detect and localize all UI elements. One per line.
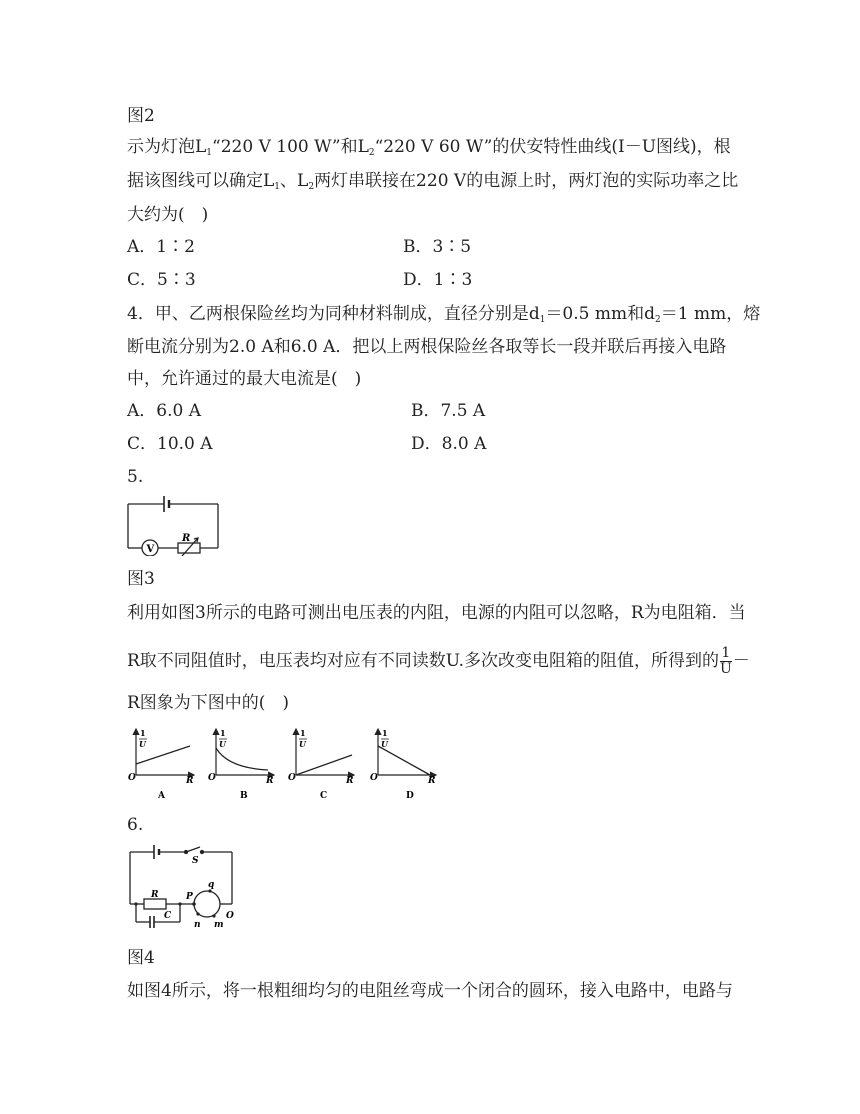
graph-b-label: B	[240, 791, 248, 801]
q6-stem-line-1: 如图4所示，将一根粗细均匀的电阻丝弯成一个闭合的圆环，接入电路中，电路与	[127, 981, 733, 1001]
graph-d-line	[378, 746, 430, 775]
q4-option-c: C．10.0 A	[127, 434, 213, 454]
q3-stem-line-2: 据该图线可以确定$L_1$、$L_2$两灯串联接在220 V的电源上时，两灯泡的实际功率之比	[127, 171, 739, 192]
voltmeter-symbol-label: V	[146, 544, 155, 555]
q3-option-d: D．1∶3	[403, 270, 473, 290]
resistor-r-label: R	[151, 890, 159, 900]
svg-text:R: R	[266, 776, 274, 786]
q5-stem-line-2: R取不同阻值时，电压表均对应有不同读数U.多次改变电阻箱的阻值，所得到的 $\frac{1}{U}$ －	[127, 645, 750, 677]
q4-stem-line-3: 中，允许通过的最大电流是( )	[127, 369, 362, 389]
graph-d-label: D	[406, 791, 414, 801]
svg-text:1: 1	[382, 728, 388, 738]
point-q-label: q	[208, 880, 215, 890]
graph-option-d	[370, 728, 436, 801]
q3-stem-line-1: 示为灯泡$L_1“220$ V 100 W”和$L_2“220$ V 60 W”的伏安特性曲线(I－U图线)，根	[127, 137, 731, 158]
graph-c-label: C	[320, 791, 328, 801]
point-o-label: O	[226, 911, 234, 921]
q3-option-c: C．5∶3	[127, 270, 196, 290]
one-over-u-fraction: $\frac{1}{U}$	[719, 645, 732, 677]
svg-text:R: R	[186, 776, 194, 786]
q3-stem-line-3: 大约为( )	[127, 205, 209, 225]
option-graphs-row	[124, 724, 444, 802]
q4-option-a: A．6.0 A	[127, 401, 201, 421]
svg-text:O: O	[370, 773, 378, 783]
q4-stem-line-2: 断电流分别为2.0 A和6.0 A．把以上两根保险丝各取等长一段并联后再接入电路	[127, 337, 727, 357]
figure-caption-4: 图4	[127, 948, 155, 968]
svg-text:O: O	[208, 773, 216, 783]
q4-stem-line-1: 4．甲、乙两根保险丝均为同种材料制成，直径分别是$d_1=0.5$ mm和$d_2=1$ mm，熔	[127, 304, 761, 325]
q5-stem-line-1: 利用如图3所示的电路可测出电压表的内阻，电源的内阻可以忽略，R为电阻箱．当	[127, 603, 746, 623]
capacitor-c-label: C	[164, 911, 172, 921]
svg-text:U: U	[381, 739, 388, 749]
graph-option-a	[128, 728, 194, 801]
q5-number: 5.	[127, 467, 144, 487]
graph-option-b	[208, 728, 274, 801]
q5-stem-line-3: R图象为下图中的( )	[127, 693, 290, 713]
point-m-label: m	[214, 920, 224, 930]
graph-a-label: A	[158, 791, 165, 801]
graph-option-c	[288, 728, 354, 801]
q6-number: 6.	[127, 815, 144, 835]
svg-text:1: 1	[220, 728, 226, 738]
svg-text:R: R	[346, 776, 354, 786]
svg-text:O: O	[288, 773, 296, 783]
voltmeter-circuit-diagram	[124, 492, 224, 556]
q4-option-b: B．7.5 A	[411, 401, 486, 421]
svg-text:1: 1	[300, 728, 306, 738]
svg-text:U: U	[299, 739, 306, 749]
figure-caption-3: 图3	[127, 569, 155, 589]
svg-text:U: U	[139, 739, 146, 749]
graph-b-curve	[216, 748, 268, 770]
svg-text:R: R	[428, 776, 436, 786]
figure-caption-2: 图2	[127, 106, 155, 126]
graph-c-line	[296, 755, 352, 775]
ring-circuit-diagram	[124, 842, 244, 934]
svg-text:O: O	[128, 773, 136, 783]
q3-option-a: A．1∶2	[127, 237, 195, 257]
q4-option-d: D．8.0 A	[411, 434, 487, 454]
svg-text:U: U	[219, 739, 226, 749]
q3-option-b: B．3∶5	[403, 237, 472, 257]
resistor-box-label: R	[182, 533, 191, 544]
point-p-label: P	[186, 892, 193, 902]
point-n-label: n	[194, 920, 201, 930]
svg-text:1: 1	[140, 728, 146, 738]
switch-s-label: S	[192, 856, 199, 866]
